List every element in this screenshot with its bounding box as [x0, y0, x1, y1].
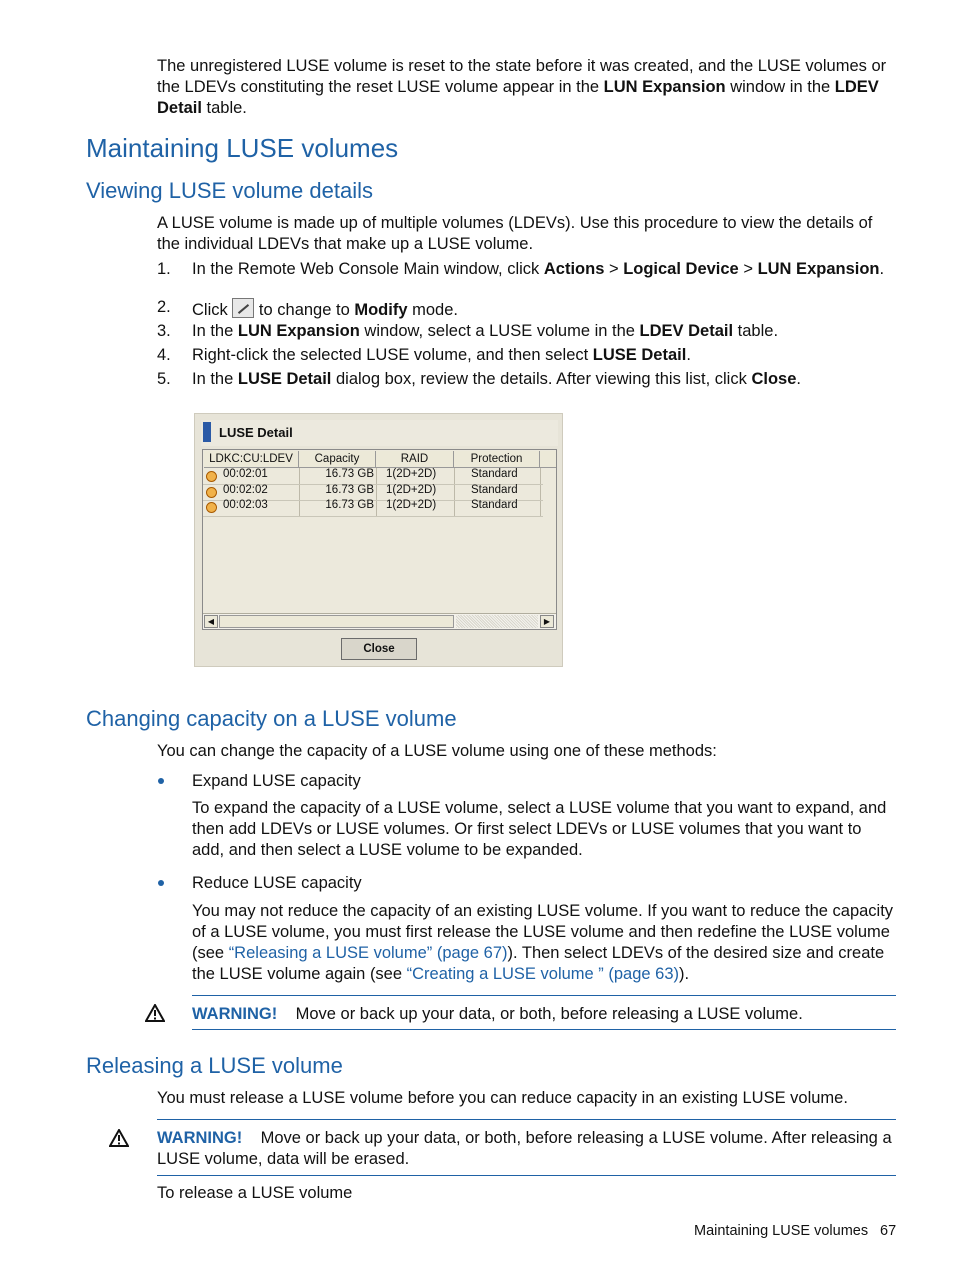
column-divider	[454, 468, 455, 516]
intro-paragraph: The unregistered LUSE volume is reset to the state before it was created, and the LUSE volumes or the LDEVs constituting the reset LUSE volume appear in the LUN Expansion window in the LDEV Detail table.	[157, 57, 887, 117]
ldev-table	[202, 449, 557, 630]
link-releasing[interactable]: “Releasing a LUSE volume” (page 67)	[228, 944, 508, 962]
row-divider	[203, 516, 543, 517]
warning-1: WARNING! Move or back up your data, or both, before releasing a LUSE volume.	[192, 1005, 803, 1023]
warning-icon	[145, 1004, 165, 1022]
cell-ldev: 00:02:03	[223, 499, 268, 511]
bullet-expand	[158, 778, 164, 784]
reduce-label: Reduce LUSE capacity	[192, 874, 362, 892]
heading-releasing: Releasing a LUSE volume	[86, 1053, 343, 1078]
cell-raid: 1(2D+2D)	[386, 484, 437, 496]
column-header-raid[interactable]: RAID	[376, 451, 454, 468]
warning-rule-bottom	[192, 1029, 896, 1030]
scrollbar-track[interactable]	[456, 615, 538, 628]
column-header-ldev[interactable]: LDKC:CU:LDEV	[204, 451, 299, 468]
cell-protection: Standard	[471, 484, 518, 496]
cell-protection: Standard	[471, 468, 518, 480]
warning-rule-top	[192, 995, 896, 996]
reduce-description: You may not reduce the capacity of an existing LUSE volume. If you want to reduce the capacity of a LUSE volume, you must first release the LUSE volume and then redefine the LUSE volume (see “Releasing a LUSE volume” (page 67)). Then select LDEVs of the desired size and create the LUSE volume again (see “Creating a LUSE volume ” (page 63)).	[192, 902, 894, 983]
bullet-reduce	[158, 880, 164, 886]
scrollbar-thumb[interactable]	[219, 615, 454, 628]
cell-protection: Standard	[471, 499, 518, 511]
warning-icon	[109, 1129, 129, 1147]
link-creating[interactable]: “Creating a LUSE volume ” (page 63)	[406, 965, 680, 983]
title-accent-bar	[203, 422, 211, 442]
expand-description: To expand the capacity of a LUSE volume, select a LUSE volume that you want to expand, and then add LDEVs or LUSE volumes. Or first select LDEVs or LUSE volumes that you want to add, and then select a LUSE volume to be expanded.	[192, 799, 887, 859]
heading-viewing: Viewing LUSE volume details	[86, 178, 373, 203]
cell-ldev: 00:02:01	[223, 468, 268, 480]
column-divider	[376, 468, 377, 516]
column-header-capacity[interactable]: Capacity	[299, 451, 376, 468]
horizontal-scrollbar[interactable]	[203, 613, 556, 629]
column-header-protection[interactable]: Protection	[454, 451, 540, 468]
cell-capacity: 16.73 GB	[325, 484, 374, 496]
cell-ldev: 00:02:02	[223, 484, 268, 496]
heading-changing: Changing capacity on a LUSE volume	[86, 706, 457, 731]
footer-page-number: 67	[880, 1223, 897, 1239]
column-divider	[540, 468, 541, 516]
warning-label: WARNING!	[192, 1005, 278, 1023]
warning-rule-top	[157, 1119, 896, 1120]
dialog-title-bar	[201, 420, 558, 446]
heading-maintaining: Maintaining LUSE volumes	[86, 133, 399, 163]
expand-label: Expand LUSE capacity	[192, 772, 361, 790]
cell-capacity: 16.73 GB	[325, 468, 374, 480]
warning-2: WARNING! Move or back up your data, or both, before releasing a LUSE volume. After releasing a LUSE volume, data will be erased.	[157, 1129, 892, 1168]
to-release-text: To release a LUSE volume	[157, 1184, 353, 1202]
footer-section-title: Maintaining LUSE volumes	[694, 1223, 869, 1239]
ldev-status-icon	[206, 487, 217, 498]
scroll-right-icon[interactable]: ▶	[540, 615, 554, 628]
ldev-status-icon	[206, 471, 217, 482]
warning-label: WARNING!	[157, 1129, 243, 1147]
column-header-filler	[540, 451, 556, 468]
viewing-paragraph: A LUSE volume is made up of multiple volumes (LDEVs). Use this procedure to view the details of the individual LDEVs that make up a LUSE volume.	[157, 214, 873, 253]
luse-detail-dialog	[194, 413, 563, 667]
modify-mode-icon	[232, 298, 254, 318]
releasing-paragraph: You must release a LUSE volume before you can reduce capacity in an existing LUSE volume.	[157, 1089, 848, 1107]
cell-raid: 1(2D+2D)	[386, 499, 437, 511]
dialog-title: LUSE Detail	[219, 425, 293, 440]
close-button[interactable]: Close	[341, 638, 417, 660]
changing-paragraph: You can change the capacity of a LUSE volume using one of these methods:	[157, 742, 717, 760]
ldev-status-icon	[206, 502, 217, 513]
scroll-left-icon[interactable]: ◀	[204, 615, 218, 628]
warning-rule-bottom	[157, 1175, 896, 1176]
cell-capacity: 16.73 GB	[325, 499, 374, 511]
cell-raid: 1(2D+2D)	[386, 468, 437, 480]
